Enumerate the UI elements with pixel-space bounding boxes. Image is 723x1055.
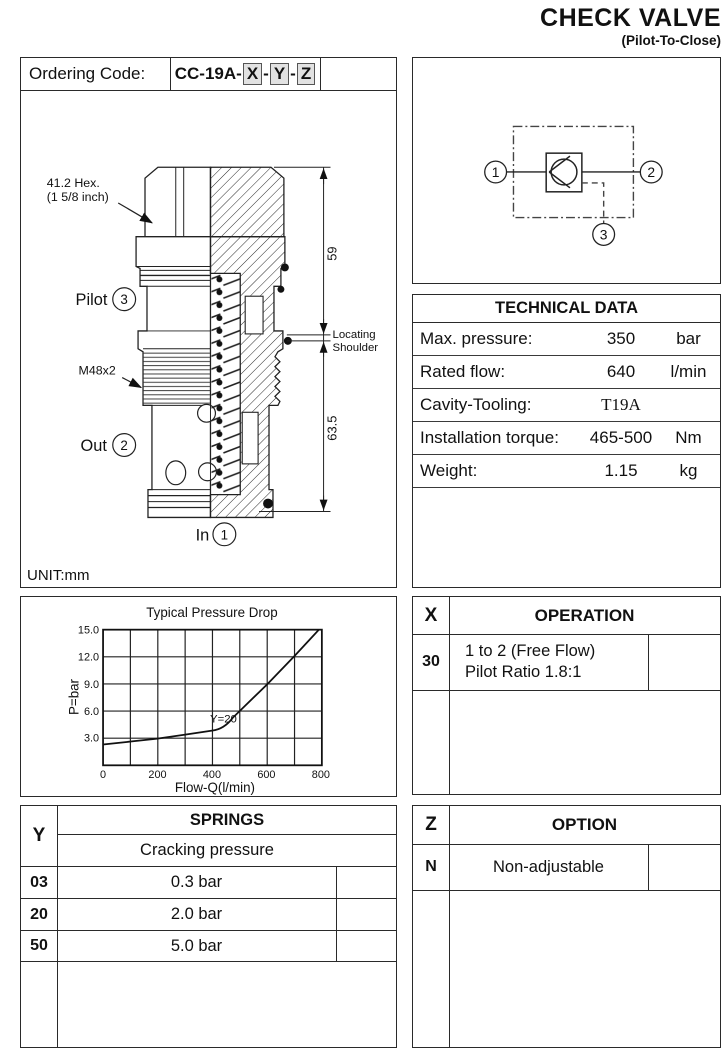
option-value: Non-adjustable — [493, 857, 604, 876]
option-col-header: Z — [425, 814, 437, 835]
x-tick: 400 — [202, 769, 222, 782]
springs-rows — [21, 866, 396, 962]
x-tick: 800 — [311, 769, 330, 782]
technical-data-panel — [412, 294, 721, 588]
operation-description — [465, 641, 595, 682]
ordering-code-value — [171, 58, 321, 90]
curve-annotation: Y=20 — [209, 713, 237, 726]
y-axis-label: P=bar — [66, 678, 82, 716]
valve-cross-section-drawing — [21, 91, 395, 555]
spring-value: 0.3 bar — [170, 873, 223, 891]
spec-value: 640 — [606, 362, 636, 381]
locating-shoulder-label-1: Locating — [332, 328, 376, 341]
o-ring-seal — [277, 286, 284, 293]
x-tick: 600 — [257, 769, 276, 782]
ordering-code-empty-cell — [321, 58, 396, 90]
hex-size-label-1: 41.2 Hex. — [46, 176, 100, 191]
dim-63-5-label: 63.5 — [324, 415, 340, 441]
y-tick: 15.0 — [77, 624, 100, 637]
out-label: Out — [80, 436, 107, 455]
o-ring-seal — [281, 263, 289, 271]
empty-cell — [336, 899, 396, 930]
spec-unit: l/min — [670, 362, 707, 381]
empty-cell — [648, 844, 720, 890]
option-header: OPTION — [551, 815, 618, 834]
empty-cell — [336, 931, 396, 961]
operation-code: 30 — [422, 653, 440, 670]
spec-value: T19A — [601, 395, 641, 414]
drawing-panel — [20, 57, 397, 588]
spring-code: 03 — [30, 873, 48, 891]
thread-lines — [143, 351, 210, 405]
spring-value: 2.0 bar — [170, 905, 223, 923]
x-axis-label: Flow-Q(l/min) — [174, 780, 256, 796]
dim-59-label: 59 — [324, 246, 340, 261]
port-3-number: 3 — [120, 292, 128, 308]
o-ring-seal — [263, 499, 273, 509]
table-row — [21, 931, 396, 962]
operation-line-1: 1 to 2 (Free Flow) — [465, 642, 596, 660]
y-tick: 6.0 — [83, 705, 100, 718]
ordering-code-x-box: X — [243, 63, 262, 85]
springs-subheader: Cracking pressure — [140, 841, 274, 859]
technical-data-header: TECHNICAL DATA — [413, 295, 720, 323]
table-row — [413, 455, 720, 488]
spec-unit: Nm — [675, 428, 702, 447]
port-2-number: 2 — [120, 437, 128, 453]
schematic-panel — [412, 57, 721, 284]
y-tick: 9.0 — [83, 679, 100, 692]
spring-code: 20 — [30, 905, 48, 923]
ordering-code-row — [21, 58, 396, 91]
locating-shoulder-label-2: Shoulder — [332, 341, 379, 354]
spec-unit: kg — [679, 461, 698, 480]
table-row — [21, 867, 396, 899]
page-title: CHECK VALVE — [540, 4, 721, 32]
thread-size-label: M48x2 — [78, 363, 116, 378]
hydraulic-symbol — [413, 58, 720, 283]
empty-cell — [648, 634, 720, 690]
ordering-code-label: Ordering Code: — [21, 58, 171, 90]
pilot-label: Pilot — [75, 291, 108, 310]
operation-header: OPERATION — [534, 605, 635, 625]
operation-col-header: X — [424, 604, 438, 626]
hex-head-section — [210, 167, 283, 236]
spring-value: 5.0 bar — [170, 936, 223, 955]
unit-note: UNIT:mm — [27, 567, 90, 584]
spec-label: Rated flow: — [420, 362, 506, 381]
operation-panel — [412, 596, 721, 795]
spec-unit: bar — [676, 329, 701, 348]
spring — [211, 274, 240, 494]
table-row — [21, 899, 396, 931]
empty-cell — [336, 867, 396, 898]
pressure-drop-curve — [103, 630, 319, 745]
option-code: N — [425, 858, 437, 875]
ordering-code-y-box: Y — [270, 63, 289, 85]
hex-size-label-2: (1 5/8 inch) — [46, 189, 109, 204]
table-row — [413, 356, 720, 389]
pressure-drop-chart-panel — [20, 596, 397, 797]
springs-panel — [20, 805, 397, 1048]
ordering-code-sep2: - — [290, 64, 296, 83]
page-subtitle: (Pilot-To-Close) — [621, 33, 721, 48]
chart-title: Typical Pressure Drop — [146, 604, 278, 620]
table-row — [413, 634, 720, 691]
port-1-number: 1 — [220, 527, 229, 543]
table-row — [413, 422, 720, 455]
spec-label: Weight: — [420, 461, 478, 480]
x-tick: 0 — [100, 769, 107, 782]
y-tick: 12.0 — [77, 651, 100, 664]
pressure-drop-chart — [21, 597, 396, 796]
spec-label: Installation torque: — [420, 428, 559, 447]
ordering-code-z-box: Z — [297, 63, 315, 85]
spec-value: 465-500 — [589, 428, 653, 447]
operation-line-2: Pilot Ratio 1.8:1 — [465, 662, 582, 681]
schematic-port-3: 3 — [599, 226, 608, 243]
table-row — [413, 844, 720, 891]
spring-code: 50 — [30, 937, 48, 954]
spec-label: Max. pressure: — [420, 329, 533, 348]
out-port-hole — [166, 461, 186, 485]
option-panel — [412, 805, 721, 1048]
ordering-code-prefix: CC-19A- — [174, 64, 242, 83]
schematic-port-1: 1 — [491, 163, 500, 180]
table-row — [413, 323, 720, 356]
hex-head-outline — [145, 167, 210, 236]
table-row — [413, 389, 720, 422]
schematic-port-2: 2 — [647, 163, 656, 180]
springs-col-header: Y — [32, 825, 46, 846]
x-tick: 200 — [148, 769, 167, 782]
ordering-code-sep1: - — [263, 64, 269, 83]
y-tick: 3.0 — [83, 732, 100, 745]
spec-label: Cavity-Tooling: — [420, 395, 532, 414]
spec-value: 350 — [606, 329, 636, 348]
springs-header: SPRINGS — [58, 806, 396, 835]
spec-value: 1.15 — [604, 461, 638, 480]
in-label: In — [195, 526, 210, 545]
